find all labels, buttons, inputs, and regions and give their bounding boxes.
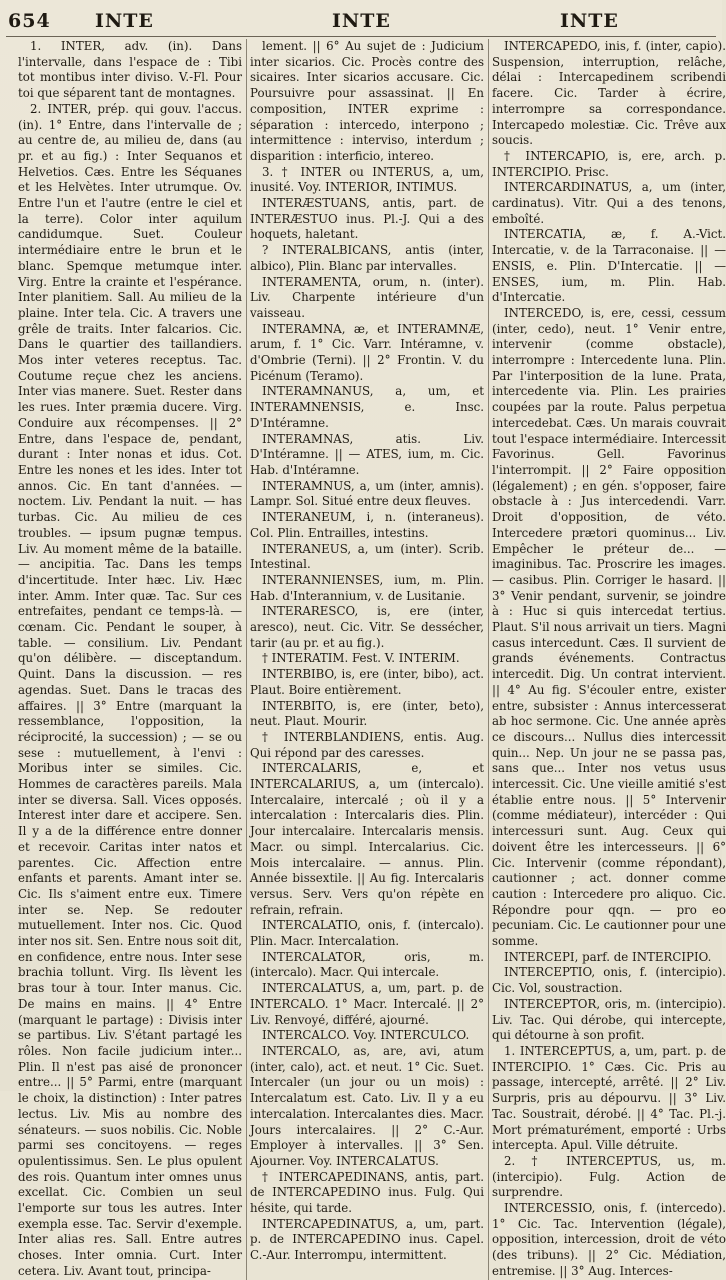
dictionary-entry: INTERANNIENSES, ium, m. Plin. Hab. d'Interannium, v. de Lusitanie.	[250, 572, 484, 603]
dictionary-entry: ? INTERALBICANS, antis (inter, albico), Plin. Blanc par intervalles.	[250, 243, 484, 273]
dictionary-entry: INTERCESSIO, onis, f. (intercedo). 1° Cic. Tac. Intervention (légale), opposition, intercession, droit de véto (des tribuns). || 2° Cic. Médiation, entremise. || 3° Aug. Interces-	[492, 1201, 726, 1278]
dictionary-entry: INTERCALCO. Voy. INTERCULCO.	[262, 1028, 470, 1043]
dictionary-entry: INTERCARDINATUS, a, um (inter, cardinatus). Vitr. Qui a des tenons, emboîté.	[492, 180, 726, 226]
dictionary-entry: INTERÆSTUANS, antis, part. de INTERÆSTUO inus. Pl.-J. Qui a des hoquets, haletant.	[250, 196, 484, 242]
column-left	[18, 39, 242, 1280]
page-header	[0, 4, 722, 32]
dictionary-entry: 1. INTERCEPTUS, a, um, part. p. de INTERCIPIO. 1° Cæs. Cic. Pris au passage, intercepté, arrêté. || 2° Liv. Surpris, pris au dépourvu. || 3° Liv. Tac. Soustrait, dérobé. || 4° Tac. Pl.-j. Mort prématurément, emporté : Urbs intercepta. Apul. Ville détruite.	[492, 1044, 726, 1153]
running-head-center: INTE	[332, 10, 391, 32]
dictionary-entry: INTERAMENTA, orum, n. (inter). Liv. Charpente intérieure d'un vaisseau.	[250, 274, 484, 320]
dictionary-entry: INTERCAPEDINATUS, a, um, part. p. de INTERCAPEDINO inus. Capel. C.-Aur. Interrompu, intermittent.	[250, 1216, 484, 1263]
dictionary-entry: INTERCEPTOR, oris, m. (intercipio). Liv. Tac. Qui dérobe, qui intercepte, qui détourne à son profit.	[492, 996, 726, 1043]
column-middle	[250, 39, 484, 1280]
dictionary-entry: † INTERATIM. Fest. V. INTERIM.	[262, 651, 460, 666]
dictionary-entry: lement. || 6° Au sujet de : Judicium inter sicarios. Cic. Procès contre des sicaires. Inter sicarios accusare. Cic. Poursuivre pour assassinat. || En composition, INTER exprime : séparation : intercedo, interpono ; intermittence : interviso, interdum ; disparition : interficio, intereo.	[250, 39, 484, 163]
dictionary-entry: INTERCALATIO, onis, f. (intercalo). Plin. Macr. Intercalation.	[250, 918, 484, 949]
dictionary-entry: 1. INTER, adv. (in). Dans l'intervalle, dans l'espace de : Tibi tot montibus inter diviso. V.-Fl. Pour toi que séparent tant de montagnes.	[18, 39, 242, 101]
dictionary-entry: 2. INTER, prép. qui gouv. l'accus. (in). 1° Entre, dans l'intervalle de ; au centre de, au milieu de, dans (au pr. et au fig.) : Inter Sequanos et Helvetios. Cæs. Entre les Séquanes et les Helvètes. Inter utrumque. Ov. Entre l'un et l'autre (entre le ciel et la terre). Color inter aquilum candidumque. Suet. Couleur intermédiaire entre le brun et le blanc. Spemque metumque inter. Virg. Entre la crainte et l'espérance. Inter planitiem. Sall. Au milieu de la plaine. Inter tela. Cic. A travers une grêle de traits. Inter falcarios. Cic. Dans le quartier des taillandiers. Mos inter veteres receptus. Tac. Coutume reçue chez les anciens. Inter vias manere. Suet. Rester dans les rues. Inter præmia ducere. Virg. Conduire aux récompenses. || 2° Entre, dans l'espace de, pendant, durant : Inter nonas et idus. Cot. Entre les nones et les ides. Inter tot annos. Cic. En tant d'années. — noctem. Liv. Pendant la nuit. — has turbas. Cic. Au milieu de ces troubles. — ipsum pugnæ tempus. Liv. Au moment même de la bataille. — ancipitia. Tac. Dans les temps d'incertitude. Inter hæc. Liv. Hæc inter. Amm. Inter quæ. Tac. Sur ces entrefaites, pendant ce temps-là. — cœnam. Cic. Pendant le souper, à table. — consilium. Liv. Pendant qu'on délibère. — disceptandum. Quint. Dans la discussion. — res agendas. Suet. Dans le tracas des affaires. || 3° Entre (marquant la ressemblance, l'opposition, la réciprocité, la succession) ; — se ou sese : mutuellement, à l'envi : Moribus inter se similes. Cic. Hommes de caractères pareils. Mala inter se diversa. Sall. Vices opposés. Interest inter dare et accipere. Sen. Il y a de la différence entre donner et recevoir. Caritas inter natos et parentes. Cic. Affection entre enfants et parents. Amant inter se. Cic. Ils s'aiment entre eux. Timere inter se. Nep. Se redouter mutuellement. Inter nos. Cic. Quod inter nos sit. Sen. Entre nous soit dit, en confidence, entre nous. Inter sese brachia tollunt. Virg. Ils lèvent les bras tour à tour. Inter manus. Cic. De mains en mains. || 4° Entre (marquant le partage) : Divisis inter se partibus. Liv. S'étant partagé les rôles. Non facile judicium inter... Plin. Il n'est pas aisé de prononcer entre... || 5° Parmi, entre (marquant le choix, la distinction) : Inter patres lectus. Liv. Mis au nombre des sénateurs. — suos nobilis. Cic. Noble parmi ses concitoyens. — reges opulentissimus. Sen. Le plus opulent des rois. Quantum inter omnes unus excellat. Cic. Combien un seul l'emporte sur tous les autres. Inter exempla esse. Tac. Servir d'exemple. Inter alias res. Sall. Entre autres choses. Inter omnia. Curt. Inter cetera. Liv. Avant tout, principa-	[18, 101, 242, 1278]
dictionary-entry: INTERBIBO, is, ere (inter, bibo), act. Plaut. Boire entièrement.	[250, 667, 484, 697]
running-head-left: INTE	[95, 10, 154, 32]
dictionary-entry: 3. † INTER ou INTERUS, a, um, inusité. Voy. INTERIOR, INTIMUS.	[250, 164, 484, 195]
dictionary-entry: INTERCEDO, is, ere, cessi, cessum (inter, cedo), neut. 1° Venir entre, intervenir (comme obstacle), interrompre : Intercedente luna. Plin. Par l'interposition de la lune. Prata, intercedente via. Plin. Les prairies coupées par la route. Palus perpetua intercedebat. Cæs. Un marais couvrait tout l'espace intermédiaire. Intercessit Favorinus. Gell. Favorinus l'interrompit. || 2° Faire opposition (légalement) ; en gén. s'opposer, faire obstacle à : Jus intercedendi. Varr. Droit d'opposition, de véto. Intercedere prætori quominus... Liv. Empêcher le préteur de... — imaginibus. Tac. Proscrire les images. — casibus. Plin. Corriger le hasard. || 3° Venir pendant, survenir, se joindre à : Huc si quis intercedat tertius. Plaut. S'il nous arrivait un tiers. Magni casus intercedunt. Cæs. Il survient de grands événements. Contractus intercedit. Dig. Un contrat intervient. || 4° Au fig. S'écouler entre, exister entre, subsister : Annus intercesserat ab hoc sermone. Cic. Une année après ce discours... Nullus dies intercessit quin... Nep. Un jour ne se passa pas, sans que... Inter nos vetus usus intercessit. Cic. Une vieille amitié s'est établie entre nous. || 5° Intervenir (comme médiateur), intercéder : Qui intercessuri sunt. Aug. Ceux qui doivent être les intercesseurs. || 6° Cic. Intervenir (comme répondant), cautionner ; act. donner comme caution : Intercedere pro aliquo. Cic. Répondre pour qqn. — pro eo pecuniam. Cic. Le cautionner pour une somme.	[492, 305, 726, 949]
column-right	[492, 39, 726, 1280]
dictionary-entry: INTERCAPEDO, inis, f. (inter, capio). Suspension, interruption, relâche, délai : Intercapedinem scribendi facere. Cic. Tarder à écrire, interrompre sa correspondance. Intercapedo molestiæ. Cic. Trêve aux soucis.	[492, 39, 726, 148]
page-number: 654	[8, 10, 51, 32]
dictionary-entry: INTERCALATOR, oris, m. (intercalo). Macr. Qui intercale.	[250, 949, 484, 980]
text-columns	[18, 39, 726, 1278]
dictionary-entry: INTERCALO, as, are, avi, atum (inter, calo), act. et neut. 1° Cic. Suet. Intercaler (un jour ou un mois) : Intercalatum est. Cato. Liv. Il y a eu intercalation. Intercalantes dies. Macr. Jours intercalaires. || 2° C.-Aur. Employer à intervalles. || 3° Sen. Ajourner. Voy. INTERCALATUS.	[250, 1044, 484, 1168]
dictionary-entry: INTERAMNAS, atis. Liv. D'Intéramne. || — ATES, ium, m. Cic. Hab. d'Intéramne.	[250, 431, 484, 477]
header-rule	[6, 36, 716, 37]
running-head-right: INTE	[560, 10, 619, 32]
dictionary-entry: INTERCALATUS, a, um, part. p. de INTERCALO. 1° Macr. Intercalé. || 2° Liv. Renvoyé, différé, ajourné.	[250, 981, 484, 1027]
dictionary-entry: † INTERCAPIO, is, ere, arch. p. INTERCIPIO. Prisc.	[492, 148, 726, 179]
dictionary-entry: INTERANEUM, i, n. (interaneus). Col. Plin. Entrailles, intestins.	[250, 510, 484, 540]
dictionary-entry: 2. † INTERCEPTUS, us, m. (intercipio). Fulg. Action de surprendre.	[492, 1153, 726, 1200]
dictionary-entry: INTERARESCO, is, ere (inter, aresco), neut. Cic. Vitr. Se dessécher, tarir (au pr. et au fig.).	[250, 604, 484, 650]
dictionary-entry: INTERCALARIS, e, et INTERCALARIUS, a, um (intercalo). Intercalaire, intercalé ; où il y a intercalation : Intercalaris dies. Plin. Jour intercalaire. Intercalaris mensis. Macr. ou simpl. Intercalarius. Cic. Mois intercalaire. — annus. Plin. Année bissextile. || Au fig. Intercalaris versus. Serv. Vers qu'on répète en refrain, refrain.	[250, 761, 484, 917]
dictionary-entry: INTERAMNUS, a, um (inter, amnis). Lampr. Sol. Situé entre deux fleuves.	[250, 478, 484, 509]
dictionary-entry: INTERCEPI, parf. de INTERCIPIO.	[504, 949, 712, 964]
dictionary-entry: INTERCEPTIO, onis, f. (intercipio). Cic. Vol, soustraction.	[492, 965, 726, 996]
dictionary-entry: † INTERBLANDIENS, entis. Aug. Qui répond par des caresses.	[250, 729, 484, 760]
dictionary-entry: INTERAMNANUS, a, um, et INTERAMNENSIS, e. Insc. D'Intéramne.	[250, 384, 484, 430]
dictionary-entry: INTERANEUS, a, um (inter). Scrib. Intestinal.	[250, 541, 484, 572]
dictionary-entry: INTERCATIA, æ, f. A.-Vict. Intercatie, v. de la Tarraconaise. || — ENSIS, e. Plin. D'Intercatie. || — ENSES, ium, m. Plin. Hab. d'Intercatie.	[492, 227, 726, 305]
dictionary-entry: † INTERCAPEDINANS, antis, part. de INTERCAPEDINO inus. Fulg. Qui hésite, qui tarde.	[250, 1169, 484, 1216]
dictionary-entry: INTERAMNA, æ, et INTERAMNÆ, arum, f. 1° Cic. Varr. Intéramne, v. d'Ombrie (Terni). || 2° Frontin. V. du Picénum (Teramo).	[250, 321, 484, 383]
dictionary-entry: INTERBITO, is, ere (inter, beto), neut. Plaut. Mourir.	[250, 698, 484, 729]
